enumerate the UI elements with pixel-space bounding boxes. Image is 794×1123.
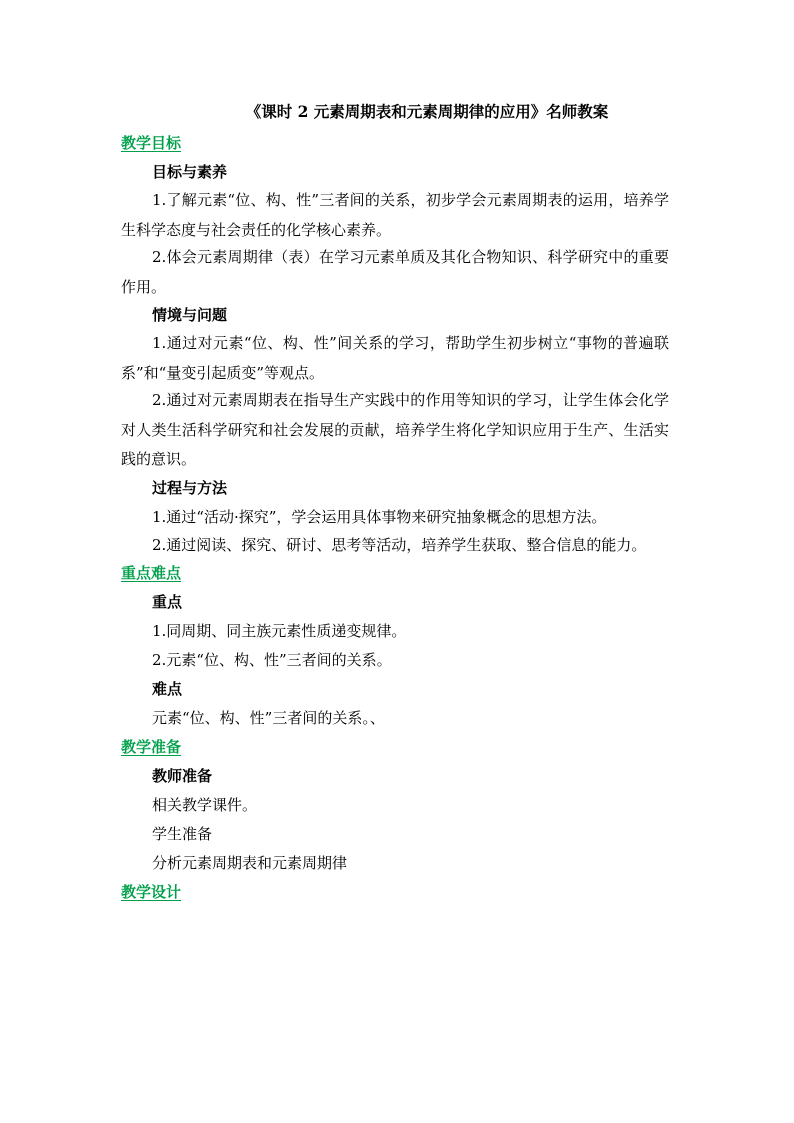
section-heading-preparation: 教学准备 [121,738,182,756]
focus-item-1: 1.同周期、同主族元素性质递变规律。 [152,622,407,640]
subheading-goals-literacy: 目标与素养 [152,163,228,181]
goal-literacy-item-2: 2.体会元素周期律（表）在学习元素单质及其化合物知识、科学研究中的重要作用。 [121,248,669,296]
teacher-prep-item: 相关教学课件。 [152,796,258,814]
section-heading-key-points: 重点难点 [121,564,182,582]
document-body [121,131,669,909]
focus-item-2: 2.元素“位、构、性”三者间的关系。 [152,651,392,669]
student-prep-item: 分析元素周期表和元素周期律 [152,854,348,872]
goal-literacy-item-1: 1.了解元素“位、构、性”三者间的关系，初步学会元素周期表的运用，培养学生科学态度与社会责任的化学核心素养。 [121,191,669,239]
section-heading-design: 教学设计 [121,883,182,901]
subheading-teacher-prep: 教师准备 [152,767,213,785]
subheading-focus: 重点 [152,593,183,611]
document-title: 《课时 2 元素周期表和元素周期律的应用》名师教案 [245,102,609,121]
difficulty-item-1: 元素“位、构、性”三者间的关系。、 [152,709,385,727]
goal-process-item-2: 2.通过阅读、探究、研讨、思考等活动，培养学生获取、整合信息的能力。 [152,535,647,554]
subheading-goals-context: 情境与问题 [152,306,228,324]
goal-context-item-2: 2.通过对元素周期表在指导生产实践中的作用等知识的学习，让学生体会化学对人类生活科学研究和社会发展的贡献，培养学生将化学知识应用于生产、生活实践的意识。 [121,391,669,468]
goal-context-item-1: 1.通过对元素“位、构、性”间关系的学习，帮助学生初步树立“事物的普遍联系”和“量变引起质变”等观点。 [121,334,669,382]
subheading-student-prep: 学生准备 [152,825,213,843]
subheading-goals-process: 过程与方法 [152,478,228,497]
subheading-difficulty: 难点 [152,680,183,698]
goal-process-item-1: 1.通过“活动·探究”，学会运用具体事物来研究抽象概念的思想方法。 [152,507,607,526]
section-heading-goals: 教学目标 [121,134,182,152]
